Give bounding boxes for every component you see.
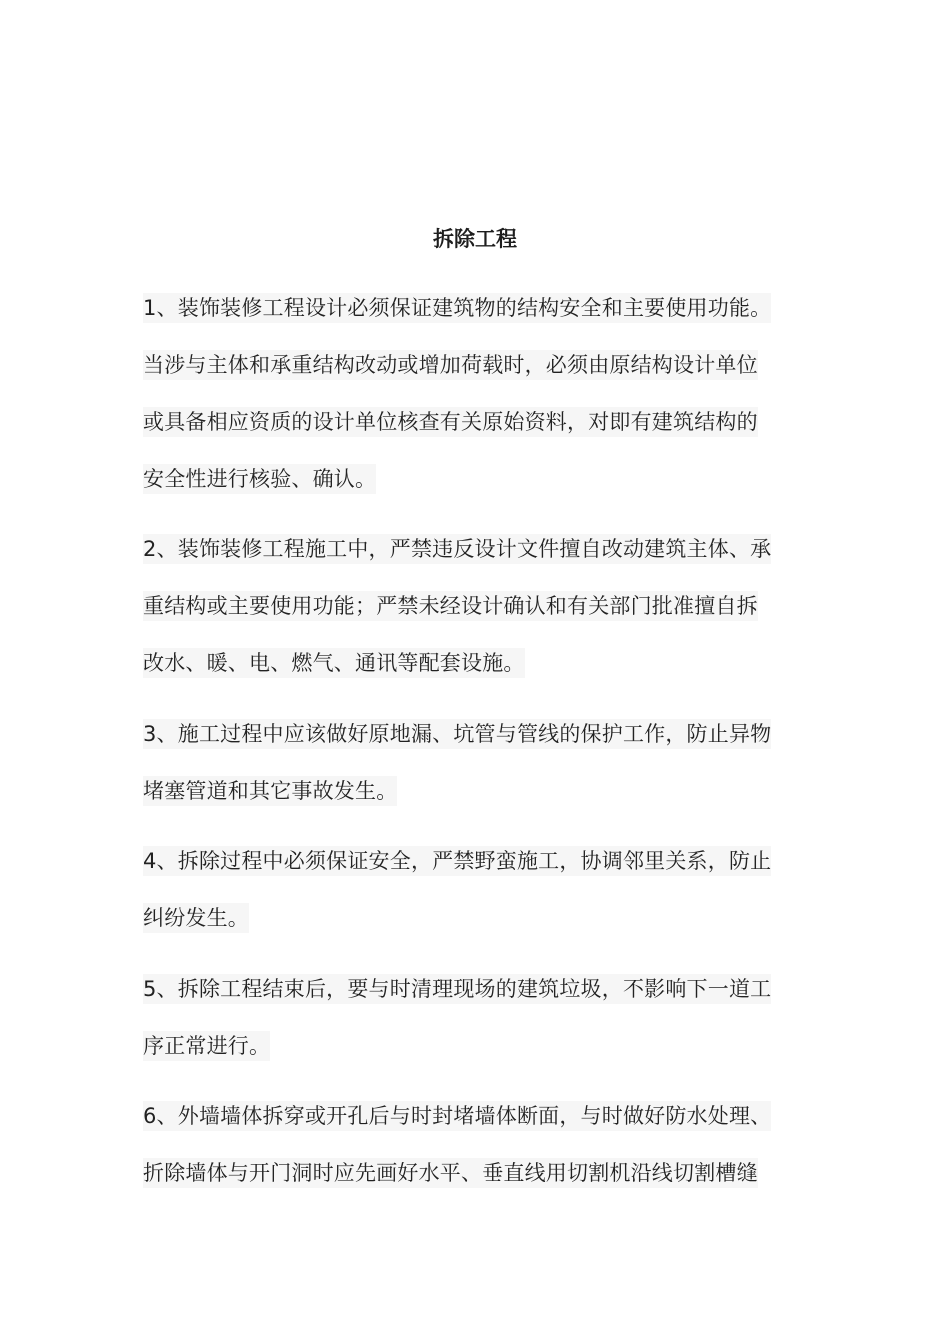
paragraph-line: 纠纷发生。 [143,890,808,947]
paragraph-5 [143,961,808,1075]
paragraph-line: 1、装饰装修工程设计必须保证建筑物的结构安全和主要使用功能。 [143,280,808,337]
document-title: 拆除工程 [433,227,517,251]
paragraph-line: 折除墙体与开门洞时应先画好水平、垂直线用切割机沿线切割槽缝 [143,1145,808,1202]
paragraph-2 [143,521,808,692]
paragraph-line: 6、外墙墙体拆穿或开孔后与时封堵墙体断面，与时做好防水处理、 [143,1088,808,1145]
paragraph-line: 安全性进行核验、确认。 [143,451,808,508]
paragraph-line: 改水、暖、电、燃气、通讯等配套设施。 [143,635,808,692]
paragraph-line: 重结构或主要使用功能；严禁未经设计确认和有关部门批准擅自拆 [143,578,808,635]
paragraph-line: 2、装饰装修工程施工中，严禁违反设计文件擅自改动建筑主体、承 [143,521,808,578]
paragraph-line: 序正常进行。 [143,1018,808,1075]
paragraph-line: 当涉与主体和承重结构改动或增加荷载时，必须由原结构设计单位 [143,337,808,394]
paragraph-line: 或具备相应资质的设计单位核查有关原始资料，对即有建筑结构的 [143,394,808,451]
paragraph-line: 3、施工过程中应该做好原地漏、坑管与管线的保护工作，防止异物 [143,706,808,763]
paragraph-line: 4、拆除过程中必须保证安全，严禁野蛮施工，协调邻里关系，防止 [143,833,808,890]
paragraph-1 [143,280,808,508]
paragraph-3 [143,706,808,820]
paragraph-6 [143,1088,808,1202]
paragraph-4 [143,833,808,947]
paragraph-line: 堵塞管道和其它事故发生。 [143,763,808,820]
paragraph-line: 5、拆除工程结束后，要与时清理现场的建筑垃圾，不影响下一道工 [143,961,808,1018]
